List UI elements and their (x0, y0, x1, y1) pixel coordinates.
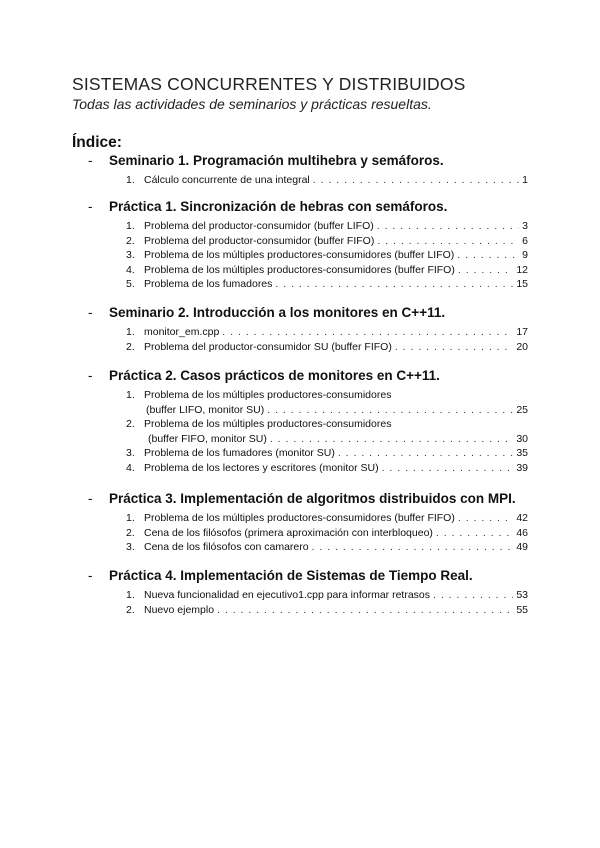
dot-leader (457, 248, 519, 262)
toc-entry (88, 263, 528, 278)
entry-title-continuation: (buffer LIFO, monitor SU) (146, 403, 265, 416)
dot-leader (377, 234, 519, 248)
section-title: Práctica 4. Implementación de Sistemas de Tiempo Real. (109, 568, 473, 583)
entry-number: 2. (126, 603, 135, 616)
toc-entry (88, 526, 528, 541)
entry-page-number: 39 (516, 461, 528, 474)
dot-leader (313, 173, 519, 187)
toc-entry-continuation (88, 432, 528, 447)
dot-leader (267, 403, 513, 417)
entry-page-number: 49 (516, 541, 528, 553)
entry-title: Problema del productor-consumidor SU (buffer FIFO) (144, 340, 392, 353)
toc-section-heading (88, 568, 528, 588)
dot-leader (275, 277, 513, 291)
dot-leader (222, 325, 513, 339)
entry-page-number: 17 (516, 326, 528, 338)
bullet-dash: - (88, 153, 93, 168)
bullet-dash: - (88, 199, 93, 214)
toc-section-heading (88, 368, 528, 388)
entry-page-number: 3 (522, 220, 528, 232)
toc-entry (88, 248, 528, 263)
dot-leader (458, 263, 513, 277)
toc-section-practica-2 (88, 368, 528, 475)
entry-title: Problema de los múltiples productores-consumidores (144, 418, 392, 430)
entry-title: Cálculo concurrente de una integral (144, 174, 310, 186)
entry-page-number: 55 (516, 603, 528, 616)
toc-section-heading (88, 491, 528, 511)
toc-section-practica-3 (88, 491, 528, 555)
dot-leader (395, 340, 513, 354)
entry-title: Problema de los múltiples productores-consumidores (buffer LIFO) (144, 249, 455, 261)
bullet-dash: - (88, 305, 93, 320)
toc-entry (88, 446, 528, 461)
dot-leader (312, 540, 514, 554)
entry-number: 3. (126, 249, 135, 261)
dot-leader (382, 461, 514, 475)
toc-entry (88, 603, 528, 618)
entry-page-number: 25 (516, 403, 528, 416)
section-title: Seminario 2. Introducción a los monitores en C++11. (109, 305, 446, 320)
toc-entry (88, 540, 528, 555)
document-title: SISTEMAS CONCURRENTES Y DISTRIBUIDOS (72, 74, 466, 94)
entry-number: 5. (126, 278, 135, 290)
entry-title: Problema del productor-consumidor (buffer FIFO) (144, 234, 375, 247)
entry-number: 1. (126, 326, 135, 338)
toc-entry (88, 325, 528, 340)
entry-number: 1. (126, 512, 135, 524)
entry-title: Problema de los fumadores (144, 278, 273, 290)
entry-number: 4. (126, 263, 135, 276)
entry-title: Problema de los múltiples productores-consumidores (buffer FIFO) (144, 263, 455, 276)
entry-page-number: 1 (522, 174, 528, 186)
toc-entry (88, 234, 528, 249)
toc-section-seminario-2 (88, 305, 528, 354)
entry-number: 1. (126, 389, 135, 401)
section-title: Práctica 1. Sincronización de hebras con semáforos. (109, 199, 448, 214)
index-heading: Índice: (72, 134, 122, 151)
section-title: Práctica 2. Casos prácticos de monitores en C++11. (109, 368, 440, 383)
toc-entry (88, 588, 528, 603)
entry-title: Nueva funcionalidad en ejecutivo1.cpp para informar retrasos (144, 589, 430, 601)
entry-page-number: 30 (516, 432, 528, 445)
entry-page-number: 9 (522, 249, 528, 261)
dot-leader (270, 432, 513, 446)
toc-entry (88, 388, 528, 403)
entry-number: 3. (126, 541, 135, 553)
bullet-dash: - (88, 368, 93, 383)
entry-page-number: 42 (516, 512, 528, 524)
dot-leader (217, 603, 513, 617)
entry-title: Problema de los lectores y escritores (monitor SU) (144, 461, 379, 474)
bullet-dash: - (88, 568, 93, 583)
dot-leader (436, 526, 513, 540)
toc-entry (88, 417, 528, 432)
entry-number: 4. (126, 461, 135, 474)
section-title: Seminario 1. Programación multihebra y semáforos. (109, 153, 444, 168)
entry-page-number: 53 (516, 589, 528, 601)
toc-section-practica-1 (88, 199, 528, 292)
bullet-dash: - (88, 491, 93, 506)
toc-section-heading (88, 305, 528, 325)
toc-entry (88, 277, 528, 292)
toc-section-heading (88, 153, 528, 173)
entry-title: monitor_em.cpp (144, 326, 220, 338)
entry-page-number: 15 (516, 278, 528, 290)
entry-number: 2. (126, 234, 135, 247)
dot-leader (338, 446, 513, 460)
dot-leader (458, 511, 513, 525)
entry-number: 2. (126, 526, 135, 539)
toc-section-seminario-1 (88, 153, 528, 188)
entry-title: Cena de los filósofos con camarero (144, 541, 309, 553)
section-title: Práctica 3. Implementación de algoritmos distribuidos con MPI. (109, 491, 516, 506)
toc-entry-continuation (88, 403, 528, 418)
entry-title: Problema de los fumadores (monitor SU) (144, 447, 335, 459)
dot-leader (377, 219, 519, 233)
dot-leader (433, 588, 513, 602)
entry-title-continuation: (buffer FIFO, monitor SU) (148, 432, 267, 445)
toc-entry (88, 173, 528, 188)
entry-page-number: 46 (516, 526, 528, 539)
toc-section-practica-4 (88, 568, 528, 617)
toc-section-heading (88, 199, 528, 219)
entry-number: 1. (126, 174, 135, 186)
entry-title: Problema del productor-consumidor (buffer LIFO) (144, 220, 374, 232)
toc-entry (88, 219, 528, 234)
entry-title: Problema de los múltiples productores-consumidores (144, 389, 392, 401)
entry-number: 1. (126, 220, 135, 232)
toc-entry (88, 340, 528, 355)
document-subtitle: Todas las actividades de seminarios y prácticas resueltas. (72, 96, 432, 112)
entry-page-number: 35 (516, 447, 528, 459)
entry-number: 3. (126, 447, 135, 459)
entry-title: Problema de los múltiples productores-consumidores (buffer FIFO) (144, 512, 455, 524)
entry-page-number: 12 (516, 263, 528, 276)
entry-number: 2. (126, 340, 135, 353)
entry-number: 1. (126, 589, 135, 601)
toc-entry (88, 511, 528, 526)
entry-page-number: 20 (516, 340, 528, 353)
entry-page-number: 6 (522, 234, 528, 247)
entry-number: 2. (126, 418, 135, 430)
toc-entry (88, 461, 528, 476)
entry-title: Nuevo ejemplo (144, 603, 215, 616)
entry-title: Cena de los filósofos (primera aproximación con interbloqueo) (144, 526, 433, 539)
